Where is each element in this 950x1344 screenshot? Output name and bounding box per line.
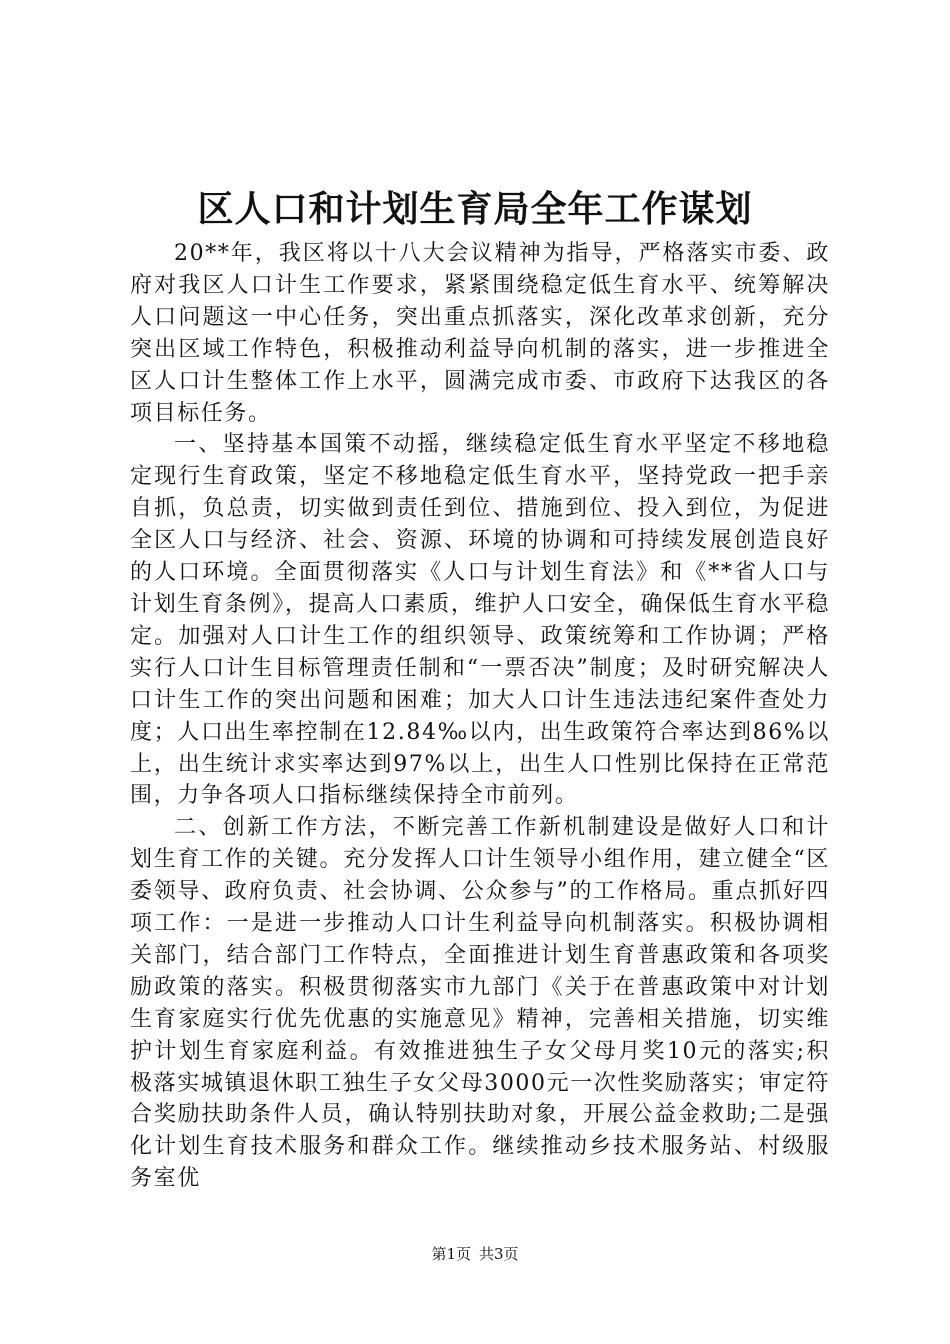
page-footer	[0, 1244, 950, 1264]
page-number: 第1页	[431, 1245, 471, 1263]
section-two-paragraph: 二、创新工作方法，不断完善工作新机制建设是做好人口和计划生育工作的关键。充分发挥人口计生领导小组作用，建立健全“区委领导、政府负责、社会协调、公众参与”的工作格局。重点抓好四项工作：一是进一步推动人口计生利益导向机制落实。积极协调相关部门，结合部门工作特点，全面推进计划生育普惠政策和各项奖励政策的落实。积极贯彻落实市九部门《关于在普惠政策中对计划生育家庭实行优先优惠的实施意见》精神，完善相关措施，切实维护计划生育家庭利益。有效推进独生子女父母月奖10元的落实;积极落实城镇退休职工独生子女父母3000元一次性奖励落实；审定符合奖励扶助条件人员，确认特别扶助对象，开展公益金救助;二是强化计划生育技术服务和群众工作。继续推动乡技术服务站、村级服务室优	[130, 815, 830, 1192]
document-body	[130, 238, 830, 1195]
document-title: 区人口和计划生育局全年工作谋划	[197, 188, 753, 230]
section-one-paragraph: 一、坚持基本国策不动摇，继续稳定低生育水平坚定不移地稳定现行生育政策，坚定不移地稳定低生育水平，坚持党政一把手亲自抓，负总责，切实做到责任到位、措施到位、投入到位，为促进全区人口与经济、社会、资源、环境的协调和可持续发展创造良好的人口环境。全面贯彻落实《人口与计划生育法》和《**省人口与计划生育条例》，提高人口素质，维护人口安全，确保低生育水平稳定。加强对人口计生工作的组织领导、政策统筹和工作协调；严格实行人口计生目标管理责任制和“一票否决”制度；及时研究解决人口计生工作的突出问题和困难；加大人口计生违法违纪案件查处力度；人口出生率控制在12.84‰以内，出生政策符合率达到86%以上，出生统计求实率达到97%以上，出生人口性别比保持在正常范围，力争各项人口指标继续保持全市前列。	[130, 432, 830, 809]
intro-paragraph: 20**年，我区将以十八大会议精神为指导，严格落实市委、政府对我区人口计生工作要求，紧紧围绕稳定低生育水平、统筹解决人口问题这一中心任务，突出重点抓落实，深化改革求创新，充分突出区域工作特色，积极推动利益导向机制的落实，进一步推进全区人口计生整体工作上水平，圆满完成市委、市政府下达我区的各项目标任务。	[130, 241, 830, 426]
page-total: 共3页	[479, 1245, 519, 1263]
